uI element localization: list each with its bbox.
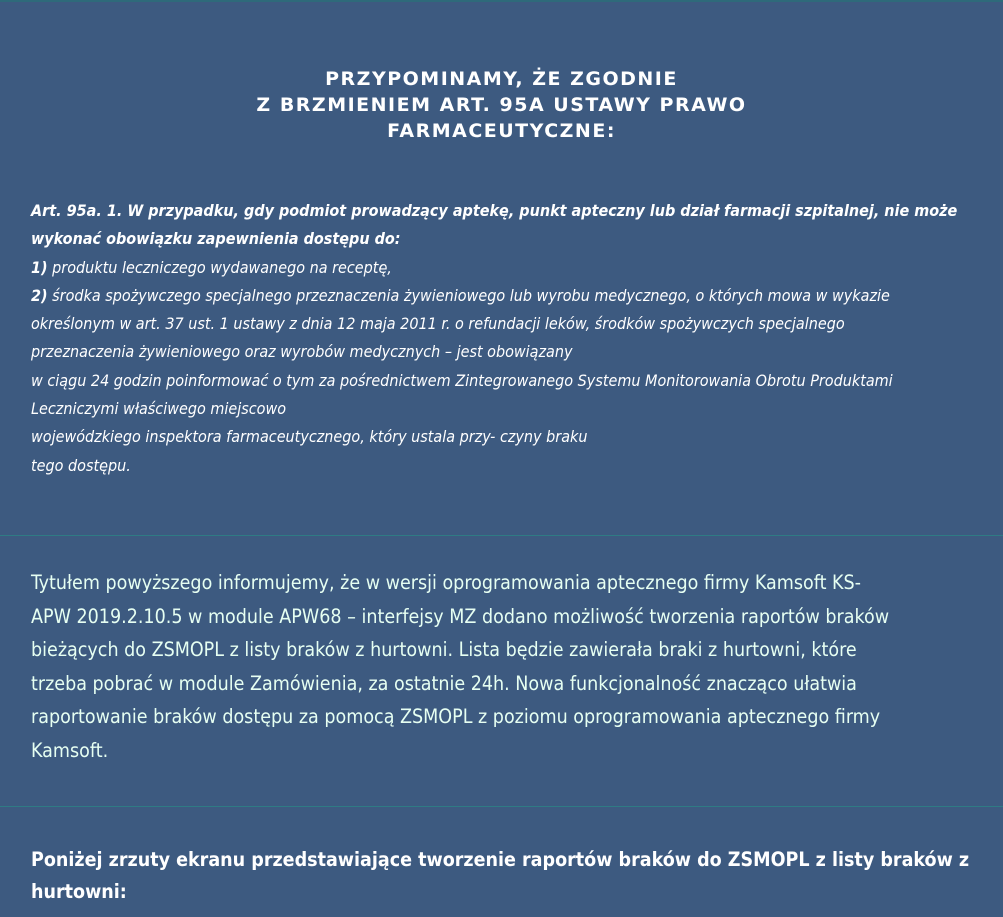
info-line-4: trzeba pobrać w module Zamówienia, za ostatnie 24h. Nowa funkcjonalność znacząco ułatwia [31,671,857,695]
heading-line-3: FARMACEUTYCZNE: [387,120,616,142]
info-line-5: raportowanie braków dostępu za pomocą ZSMOPL z poziomu oprogramowania aptecznego firmy [31,705,881,728]
heading-line-2: Z BRZMIENIEM ART. 95A USTAWY PRAWO [256,94,747,116]
top-border [0,0,1003,2]
legal-item-2 [31,282,890,310]
legal-line-7: w ciągu 24 godzin poinformować o tym za pośrednictwem Zintegrowanego Systemu Monitorowania Obrotu Produktami [31,370,893,390]
info-line-3: bieżących do ZSMOPL z listy braków z hurtowni. Lista będzie zawierała braki z hurtowni, które [31,638,857,661]
legal-item-1-text: produktu leczniczego wydawanego na receptę, [47,257,392,277]
legal-item-1 [31,254,392,282]
section-heading [0,66,1003,144]
heading-line-1: PRZYPOMINAMY, ŻE ZGODNIE [325,68,678,90]
legal-item-2-text: środka spożywczego specjalnego przeznaczenia żywieniowego lub wyrobu medycznego, o których mowa w wykazie [47,285,890,305]
divider-2 [0,806,1003,807]
screens-line-1: Poniżej zrzuty ekranu przedstawiające tworzenie raportów braków do ZSMOPL z listy braków z [31,848,970,871]
legal-line-8: Leczniczymi właściwego miejscowo [31,399,287,419]
legal-line-5: określonym w art. 37 ust. 1 ustawy z dnia 12 maja 2011 r. o refundacji leków, środków spożywczych specjalnego [31,314,845,334]
legal-line-9: wojewódzkiego inspektora farmaceutycznego, który ustala przy- czyny braku [31,427,588,447]
legal-line-10: tego dostępu. [31,455,131,475]
legal-line-6: przeznaczenia żywieniowego oraz wyrobów medycznych – jest obowiązany [31,342,573,362]
screens-line-2: hurtowni: [31,880,127,903]
info-line-6: Kamsoft. [31,738,109,762]
info-paragraph [31,566,981,767]
info-line-1: Tytułem powyższego informujemy, że w wersji oprogramowania aptecznego firmy Kamsoft KS- [31,571,862,594]
legal-quote [31,197,981,480]
legal-item-2-number: 2) [31,285,48,305]
legal-intro-line-1: Art. 95a. 1. W przypadku, gdy podmiot prowadzący aptekę, punkt apteczny lub dział farmacji szpitalnej, nie może [31,201,958,220]
info-line-2: APW 2019.2.10.5 w module APW68 – interfejsy MZ dodano możliwość tworzenia raportów braków [31,604,890,628]
divider-1 [0,535,1003,536]
legal-intro-line-2: wykonać obowiązku zapewnienia dostępu do: [31,229,401,249]
screenshots-intro [31,844,981,908]
legal-item-1-number: 1) [31,257,48,277]
